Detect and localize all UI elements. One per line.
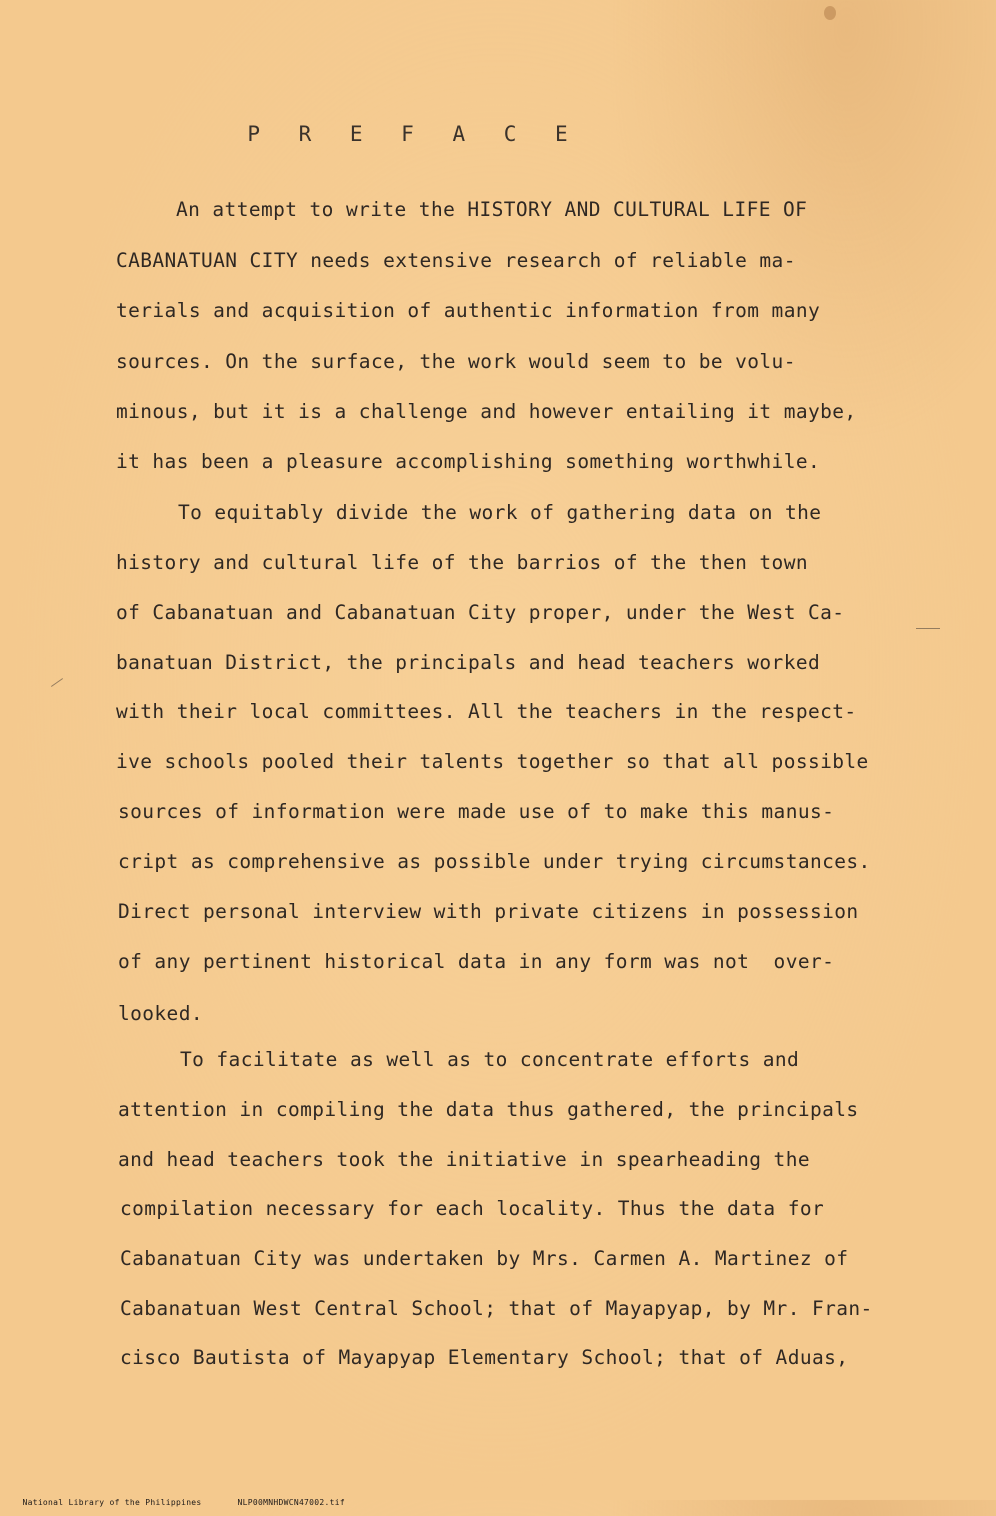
text-line: history and cultural life of the barrios of the then town [116, 551, 808, 574]
margin-mark [916, 628, 940, 629]
text-line: looked. [118, 1002, 203, 1025]
text-line: To equitably divide the work of gathering data on the [178, 501, 822, 524]
text-line: banatuan District, the principals and head teachers worked [116, 651, 821, 674]
text-line: Cabanatuan West Central School; that of Mayapyap, by Mr. Fran- [120, 1297, 873, 1320]
text-line: Cabanatuan City was undertaken by Mrs. Carmen A. Martinez of [120, 1247, 849, 1270]
margin-mark [51, 678, 63, 687]
text-line: ive schools pooled their talents together so that all possible [116, 750, 869, 773]
text-line: it has been a pleasure accomplishing something worthwhile. [116, 450, 821, 473]
text-line: and head teachers took the initiative in spearheading the [118, 1148, 810, 1171]
text-line: An attempt to write the HISTORY AND CULTURAL LIFE OF [176, 198, 808, 221]
page-title: P R E F A C E [247, 122, 581, 146]
text-line: sources of information were made use of to make this manus- [118, 800, 835, 823]
text-line: Direct personal interview with private citizens in possession [118, 900, 859, 923]
text-line: cisco Bautista of Mayapyap Elementary School; that of Aduas, [120, 1346, 849, 1369]
text-line: cript as comprehensive as possible under trying circumstances. [118, 850, 871, 873]
stain-mark [824, 6, 836, 20]
text-line: minous, but it is a challenge and however entailing it maybe, [116, 400, 857, 423]
footer-filename: NLP00MNHDWCN47002.tif [237, 1498, 345, 1507]
text-line: of Cabanatuan and Cabanatuan City proper, under the West Ca- [116, 601, 845, 624]
text-line: compilation necessary for each locality. Thus the data for [120, 1197, 825, 1220]
text-line: of any pertinent historical data in any form was not over- [118, 950, 835, 973]
text-line: To facilitate as well as to concentrate efforts and [180, 1048, 800, 1071]
text-line: attention in compiling the data thus gathered, the principals [118, 1098, 859, 1121]
text-line: with their local committees. All the teachers in the respect- [116, 700, 857, 723]
scan-footer [2, 1489, 381, 1516]
text-line: terials and acquisition of authentic information from many [116, 299, 821, 322]
text-line: CABANATUAN CITY needs extensive research of reliable ma- [116, 249, 796, 272]
footer-library: National Library of the Philippines [22, 1498, 202, 1507]
text-line: sources. On the surface, the work would seem to be volu- [116, 350, 796, 373]
